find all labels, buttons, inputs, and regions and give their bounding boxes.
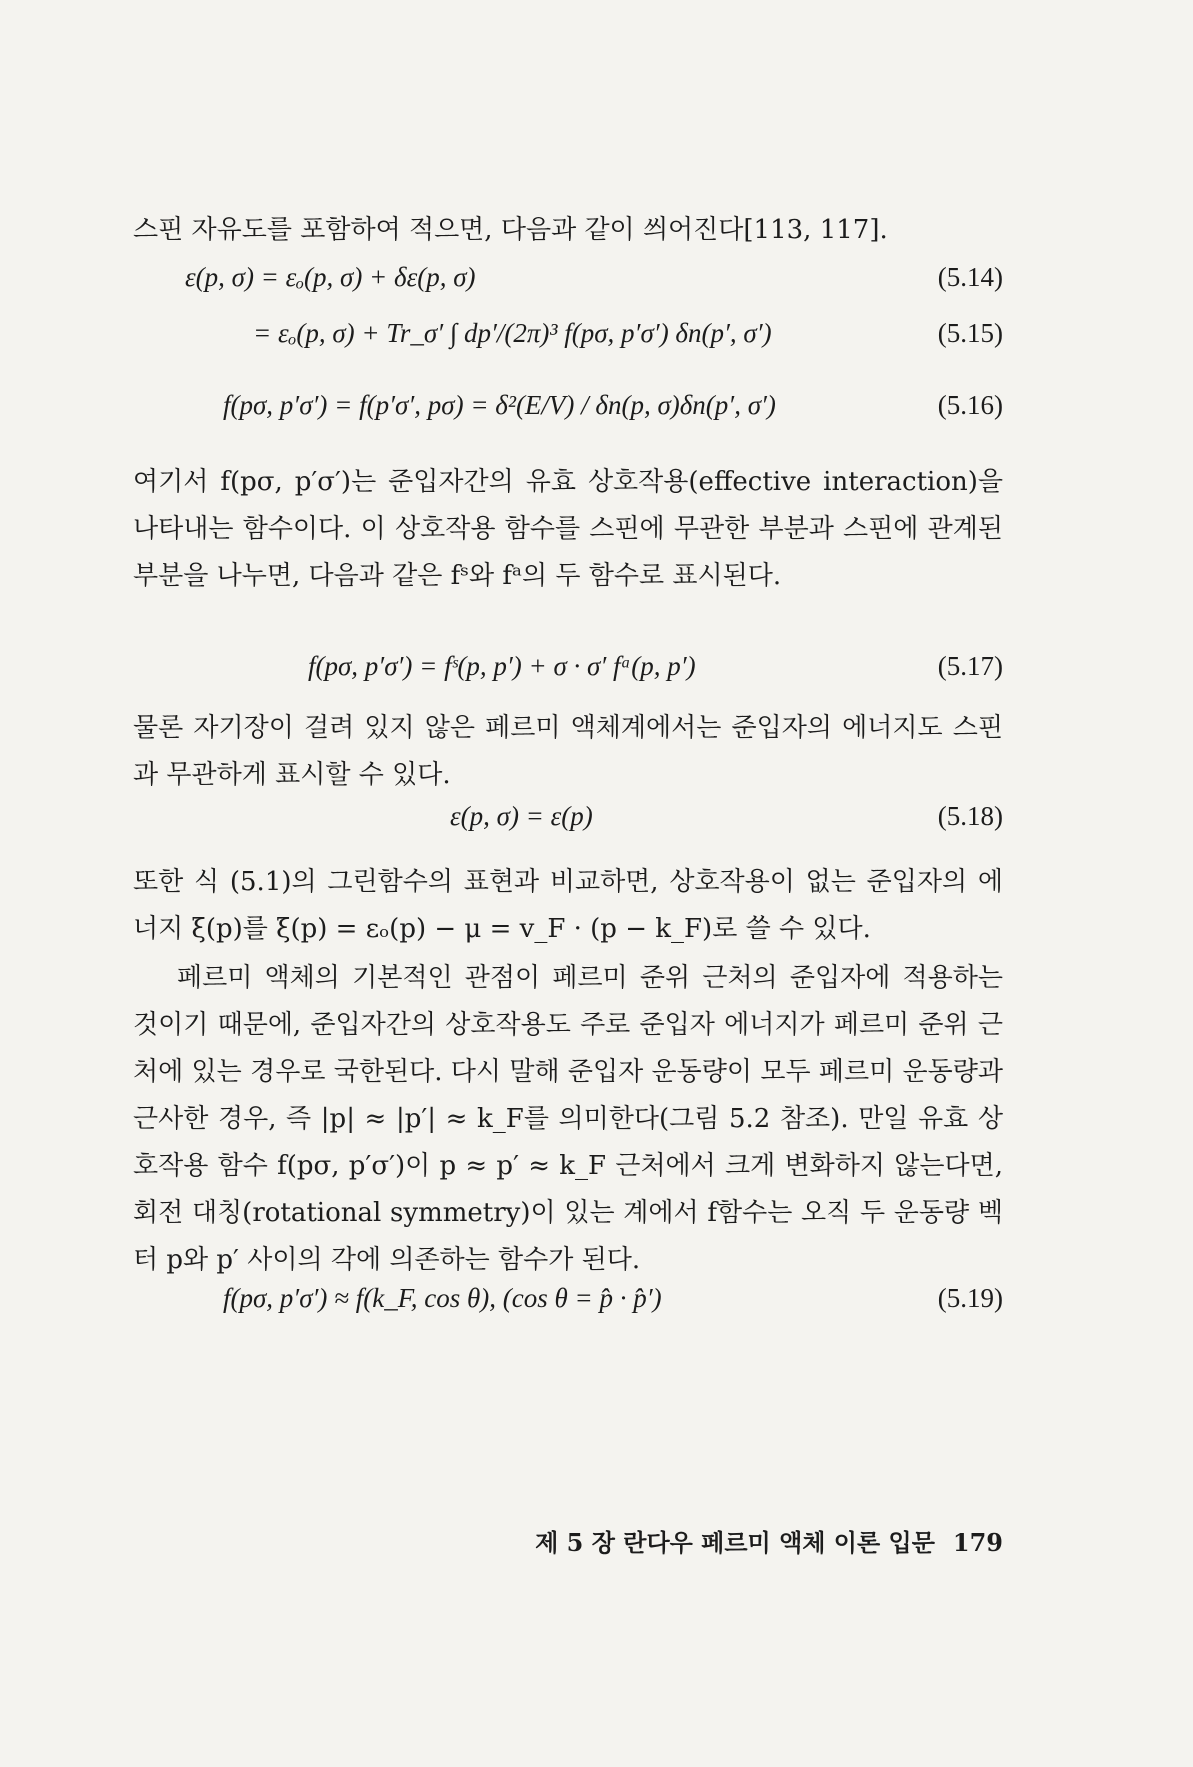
equation-expression: ε(p, σ) = ε(p)	[450, 801, 593, 831]
paragraph-text: 물론 자기장이 걸려 있지 않은 페르미 액체계에서는 준입자의 에너지도 스핀과 무관하게 표시할 수 있다.	[133, 713, 1003, 790]
paragraph-magnetic-field	[133, 705, 1003, 799]
paragraph-text: 또한 식 (5.1)의 그린함수의 표현과 비교하면, 상호작용이 없는 준입자의 에너지 ξ(p)를 ξ(p) = εₒ(p) − μ = v_F · (p − k_F)로 쓸 수 있다.	[133, 867, 1003, 944]
equation-number: (5.17)	[937, 651, 1003, 681]
paragraph-effective-interaction	[133, 459, 1003, 600]
equation-5-18	[133, 801, 1003, 845]
chapter-title: 제 5 장 란다우 페르미 액체 이론 입문	[535, 1528, 935, 1557]
equation-expression: = εₒ(p, σ) + Tr_σ′ ∫ dp′/(2π)³ f(pσ, p′σ′) δn(p′, σ′)	[253, 318, 772, 348]
equation-expression: f(pσ, p′σ′) = fˢ(p, p′) + σ · σ′ fᵃ(p, p′)	[308, 651, 696, 681]
equation-5-19	[133, 1283, 1003, 1327]
paragraph-intro	[133, 207, 1003, 254]
paragraph-text: 페르미 액체의 기본적인 관점이 페르미 준위 근처의 준입자에 적용하는 것이기 때문에, 준입자간의 상호작용도 주로 준입자 에너지가 페르미 준위 근처에 있는 경우로 국한된다. 다시 말해 준입자 운동량이 모두 페르미 운동량과 근사한 경우, 즉 |p| ≈ |p′| ≈ k_F를 의미한다(그림 5.2 참조). 만일 유효 상호작용 함수 f(pσ, p′σ′)이 p ≈ p′ ≈ k_F 근처에서 크게 변화하지 않는다면, 회전 대칭(rotational symmetry)이 있는 계에서 f함수는 오직 두 운동량 벡터 p와 p′ 사이의 각에 의존하는 함수가 된다.	[133, 963, 1003, 1275]
equation-5-17	[133, 651, 1003, 695]
equation-number: (5.15)	[937, 318, 1003, 348]
equation-expression: ε(p, σ) = εₒ(p, σ) + δε(p, σ)	[185, 262, 476, 292]
equation-5-14	[133, 262, 1003, 306]
equation-number: (5.19)	[937, 1283, 1003, 1313]
equation-5-15	[133, 318, 1003, 362]
equation-number: (5.18)	[937, 801, 1003, 831]
equation-5-16	[133, 390, 1003, 434]
equation-number: (5.16)	[937, 390, 1003, 420]
paragraph-text: 여기서 f(pσ, p′σ′)는 준입자간의 유효 상호작용(effective interaction)을 나타내는 함수이다. 이 상호작용 함수를 스핀에 무관한 부분과 스핀에 관계된 부분을 나누면, 다음과 같은 fˢ와 fᵃ의 두 함수로 표시된다.	[133, 467, 1003, 591]
page-number: 179	[952, 1528, 1003, 1557]
paragraph-text: 스핀 자유도를 포함하여 적으면, 다음과 같이 씌어진다[113, 117].	[133, 215, 888, 245]
equation-expression: f(pσ, p′σ′) ≈ f(k_F, cos θ), (cos θ = p̂ · p̂′)	[223, 1283, 662, 1313]
equation-number: (5.14)	[937, 262, 1003, 292]
page-footer	[535, 1523, 1003, 1558]
paragraph-green-function	[133, 859, 1003, 953]
equation-expression: f(pσ, p′σ′) = f(p′σ′, pσ) = δ²(E/V) / δn(p, σ)δn(p′, σ′)	[223, 390, 776, 420]
paragraph-fermi-level	[133, 955, 1003, 1284]
